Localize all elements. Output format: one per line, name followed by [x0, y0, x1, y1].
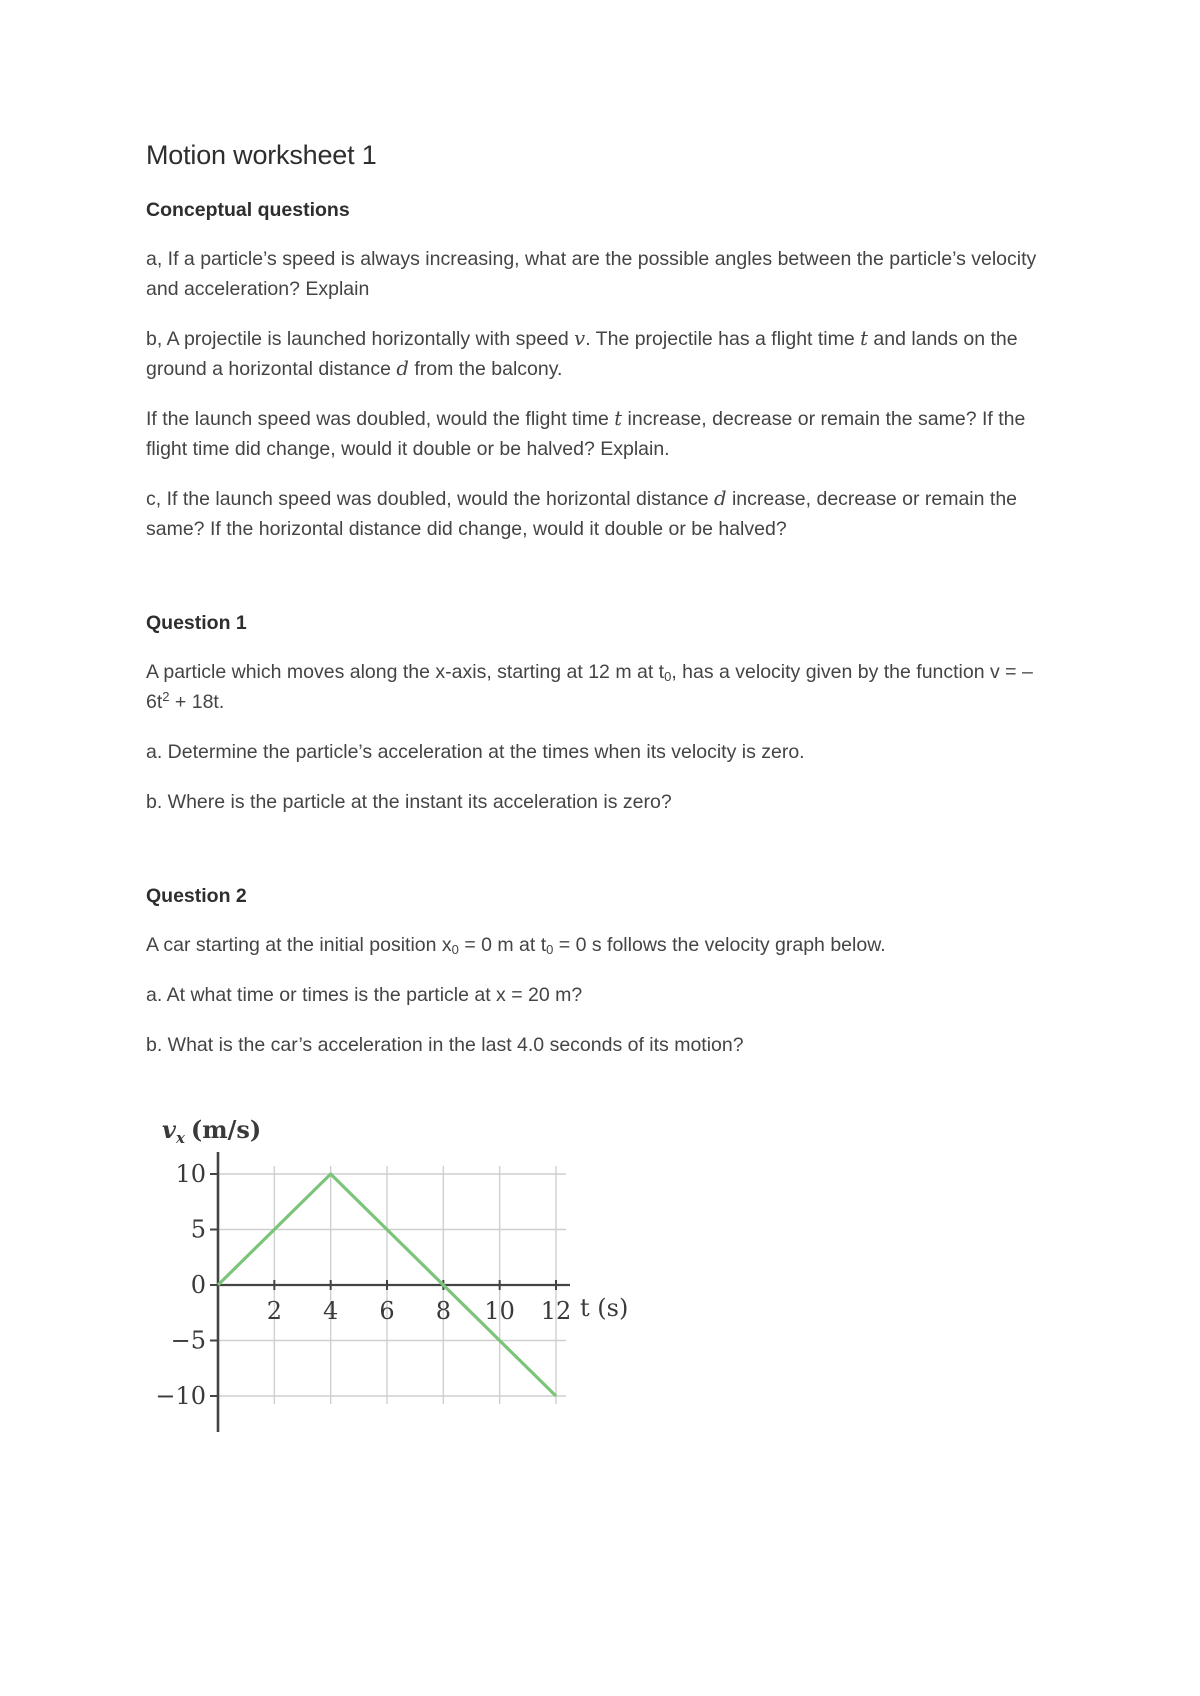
- conceptual-question-a: a, If a particle’s speed is always increasing, what are the possible angles between the particle’s velocity and acceleration? Explain: [146, 248, 1037, 300]
- y-tick-label: 10: [175, 1160, 206, 1188]
- x-axis-label: t (s): [580, 1294, 629, 1322]
- x-tick-label: 8: [435, 1297, 451, 1325]
- conceptual-question-b-followup: If the launch speed was doubled, would the flight time t increase, decrease or remain the same? If the flight time did change, would it double or be halved? Explain.: [146, 407, 1026, 460]
- question-1-intro: A particle which moves along the x-axis, starting at 12 m at $t_0$, has a velocity given by the function $v = -6t^2 + 18t$.: [146, 661, 1033, 713]
- x-tick-label: 2: [266, 1297, 282, 1325]
- question-2-intro: A car starting at the initial position $x_0 = 0$ m at $t_0 = 0$ s follows the velocity graph below.: [146, 934, 886, 957]
- page-title: Motion worksheet 1: [146, 140, 377, 170]
- worksheet-page: [146, 140, 1046, 1080]
- question-1-part-a: a. Determine the particle’s acceleration at the times when its velocity is zero.: [146, 741, 805, 763]
- y-tick-label: 5: [190, 1215, 206, 1244]
- x-tick-label: 4: [323, 1297, 339, 1325]
- y-axis-label: $v_x$ (m/s): [162, 1115, 262, 1147]
- conceptual-heading: Conceptual questions: [146, 199, 350, 221]
- velocity-graph: [146, 1102, 656, 1462]
- y-tick-label: 0: [190, 1271, 206, 1299]
- question-2-heading: Question 2: [146, 885, 247, 907]
- question-1-heading: Question 1: [146, 612, 247, 634]
- x-tick-label: 12: [540, 1297, 572, 1325]
- y-tick-label: −10: [155, 1382, 206, 1410]
- question-2-part-b: b. What is the car’s acceleration in the last 4.0 seconds of its motion?: [146, 1034, 744, 1056]
- chart-axes: [210, 1152, 570, 1432]
- y-tick-label: −5: [170, 1326, 206, 1355]
- conceptual-question-c: c, If the launch speed was doubled, would the horizontal distance d increase, decrease or remain the same? If the horizontal distance did change, would it double or be halved?: [146, 487, 1018, 540]
- conceptual-question-b: b, A projectile is launched horizontally with speed v. The projectile has a flight time t and lands on the ground a horizontal distance d from the balcony.: [146, 327, 1018, 380]
- question-1-part-b: b. Where is the particle at the instant its acceleration is zero?: [146, 791, 672, 813]
- question-2-part-a: a. At what time or times is the particle at x = 20 m?: [146, 984, 583, 1006]
- x-tick-label: 6: [379, 1297, 395, 1325]
- x-tick-label: 10: [484, 1297, 515, 1325]
